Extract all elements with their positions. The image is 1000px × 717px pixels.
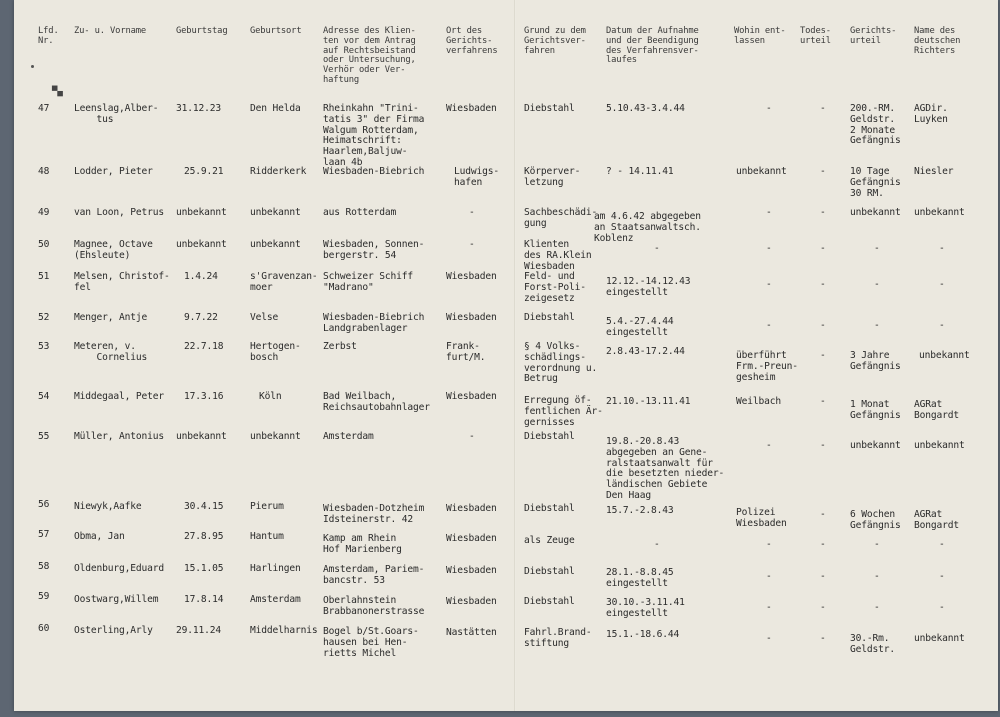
cell-geburtsort: unbekannt [250, 239, 301, 250]
cell-todes: - [820, 350, 826, 361]
cell-geburtsort: Pierum [250, 501, 284, 512]
cell-grund: Erregung öf- fentlichen Är- gernisses [524, 395, 603, 428]
cell-todes: - [820, 279, 826, 290]
cell-datum: 15.1.-18.6.44 [606, 629, 680, 640]
cell-wohin: Weilbach [736, 396, 782, 407]
cell-ort: Wiesbaden [446, 103, 497, 114]
cell-urteil: - [874, 602, 880, 613]
cell-richter: AGRat Bongardt [914, 509, 960, 531]
cell-ort: Frank- furt/M. [446, 341, 486, 363]
cell-ort: Wiesbaden [446, 533, 497, 544]
cell-richter: unbekannt [914, 633, 965, 644]
cell-todes: - [820, 440, 826, 451]
cell-nr: 51 [38, 271, 50, 282]
cell-richter: - [939, 279, 945, 290]
cell-urteil: - [874, 243, 880, 254]
cell-ort: - [469, 207, 475, 218]
cell-nr: 56 [38, 499, 50, 510]
cell-todes: - [820, 539, 826, 550]
cell-geburtstag: unbekannt [176, 431, 227, 442]
cell-adresse: Zerbst [323, 341, 357, 352]
cell-urteil: 6 Wochen Gefängnis [850, 509, 901, 531]
cell-geburtsort: Köln [259, 391, 282, 402]
cell-nr: 57 [38, 529, 50, 540]
cell-urteil: unbekannt [850, 207, 901, 218]
cell-ort: Wiesbaden [446, 391, 497, 402]
cell-adresse: Wiesbaden-Biebrich Landgrabenlager [323, 312, 425, 334]
cell-grund: Diebstahl [524, 566, 575, 577]
cell-nr: 60 [38, 623, 50, 634]
header-wohin: Wohin ent- lassen [734, 26, 786, 46]
header-ort-verfahren: Ort des Gerichts- verfahrens [446, 26, 498, 56]
cell-adresse: aus Rotterdam [323, 207, 397, 218]
document-page [14, 0, 998, 711]
cell-name: Meteren, v. Cornelius [74, 341, 148, 363]
cell-ort: Ludwigs- hafen [454, 166, 500, 188]
cell-geburtstag: unbekannt [176, 207, 227, 218]
cell-grund: Klienten des RA.Klein Wiesbaden [524, 239, 592, 272]
cell-wohin: - [766, 243, 772, 254]
cell-geburtstag: unbekannt [176, 239, 227, 250]
cell-geburtsort: Velse [250, 312, 279, 323]
cell-name: Leenslag,Alber- tus [74, 103, 159, 125]
cell-wohin: - [766, 539, 772, 550]
cell-urteil: 10 Tage Gefängnis 30 RM. [850, 166, 901, 199]
cell-nr: 58 [38, 561, 50, 572]
cell-urteil: 1 Monat Gefängnis [850, 399, 901, 421]
cell-urteil: - [874, 320, 880, 331]
cell-ort: Wiesbaden [446, 271, 497, 282]
cell-grund: Sachbeschädi- gung [524, 207, 598, 229]
cell-wohin: - [766, 320, 772, 331]
cell-ort: Nastätten [446, 627, 497, 638]
cell-wohin: - [766, 440, 772, 451]
cell-geburtstag: 29.11.24 [176, 625, 222, 636]
header-adresse: Adresse des Klien- ten vor dem Antrag auf Rechtsbeistand oder Untersuchung, Verhör oder Ver- haftung [323, 26, 416, 85]
cell-adresse: Bogel b/St.Goars- hausen bei Hen- rietts Michel [323, 626, 419, 659]
cell-geburtsort: unbekannt [250, 207, 301, 218]
cell-geburtsort: Harlingen [250, 563, 301, 574]
cell-geburtsort: Ridderkerk [250, 166, 307, 177]
cell-todes: - [820, 396, 826, 407]
cell-todes: - [820, 571, 826, 582]
cell-wohin: überführt Frm.-Preun- gesheim [736, 350, 798, 383]
cell-richter: AGRat Bongardt [914, 399, 960, 421]
cell-geburtstag: 27.8.95 [184, 531, 224, 542]
cell-adresse: Amsterdam [323, 431, 374, 442]
cell-richter: - [939, 243, 945, 254]
page-fold [514, 0, 516, 711]
cell-wohin: unbekannt [736, 166, 787, 177]
cell-geburtstag: 17.3.16 [184, 391, 224, 402]
header-richter: Name des deutschen Richters [914, 26, 961, 56]
cell-ort: Wiesbaden [446, 503, 497, 514]
cell-geburtsort: s'Gravenzan- moer [250, 271, 318, 293]
cell-wohin: - [766, 633, 772, 644]
cell-wohin: - [766, 103, 772, 114]
cell-richter: Niesler [914, 166, 954, 177]
cell-ort: Wiesbaden [446, 312, 497, 323]
cell-datum: 5.4.-27.4.44 eingestellt [606, 316, 674, 338]
cell-todes: - [820, 320, 826, 331]
cell-geburtstag: 17.8.14 [184, 594, 224, 605]
cell-nr: 50 [38, 239, 50, 250]
cell-name: Oostwarg,Willem [74, 594, 159, 605]
header-nr: Lfd. Nr. [38, 26, 59, 46]
cell-name: Oldenburg,Eduard [74, 563, 165, 574]
cell-todes: - [820, 166, 826, 177]
cell-datum: 2.8.43-17.2.44 [606, 346, 685, 357]
cell-nr: 53 [38, 341, 50, 352]
cell-adresse: Bad Weilbach, Reichsautobahnlager [323, 391, 430, 413]
cell-urteil: - [874, 571, 880, 582]
cell-wohin: Polizei Wiesbaden [736, 507, 787, 529]
cell-grund: Diebstahl [524, 431, 575, 442]
header-grund: Grund zu dem Gerichtsver- fahren [524, 26, 586, 56]
cell-todes: - [820, 103, 826, 114]
cell-name: Melsen, Christof- fel [74, 271, 170, 293]
cell-urteil: 30.-Rm. Geldstr. [850, 633, 896, 655]
cell-grund: als Zeuge [524, 535, 575, 546]
cell-name: Niewyk,Aafke [74, 501, 142, 512]
cell-richter: AGDir. Luyken [914, 103, 948, 125]
cell-geburtstag: 25.9.21 [184, 166, 224, 177]
cell-wohin: - [766, 207, 772, 218]
cell-adresse: Schweizer Schiff "Madrano" [323, 271, 414, 293]
cell-todes: - [820, 207, 826, 218]
cell-urteil: 3 Jahre Gefängnis [850, 350, 901, 372]
cell-name: Magnee, Octave (Ehsleute) [74, 239, 153, 261]
cell-grund: Diebstahl [524, 103, 575, 114]
cell-grund: Diebstahl [524, 503, 575, 514]
cell-nr: 49 [38, 207, 50, 218]
cell-ort: - [469, 431, 475, 442]
cell-grund: § 4 Volks- schädlings- verordnung u. Betrug [524, 341, 598, 385]
header-geburtstag: Geburtstag [176, 26, 228, 36]
cell-richter: unbekannt [914, 440, 965, 451]
header-todesurteil: Todes- urteil [800, 26, 831, 46]
cell-ort: Wiesbaden [446, 565, 497, 576]
cell-wohin: - [766, 279, 772, 290]
cell-datum: am 4.6.42 abgegeben an Staatsanwaltsch. Koblenz [594, 211, 701, 244]
cell-datum: 15.7.-2.8.43 [606, 505, 674, 516]
cell-name: Müller, Antonius [74, 431, 165, 442]
cell-richter: - [939, 320, 945, 331]
cell-urteil: - [874, 279, 880, 290]
cell-datum: - [654, 539, 660, 550]
cell-wohin: - [766, 571, 772, 582]
cell-nr: 55 [38, 431, 50, 442]
cell-geburtsort: unbekannt [250, 431, 301, 442]
cell-name: Menger, Antje [74, 312, 148, 323]
cell-adresse: Wiesbaden-Dotzheim Idsteinerstr. 42 [323, 503, 425, 525]
header-name: Zu- u. Vorname [74, 26, 147, 36]
cell-nr: 59 [38, 591, 50, 602]
cell-datum: ? - 14.11.41 [606, 166, 674, 177]
cell-adresse: Wiesbaden, Sonnen- bergerstr. 54 [323, 239, 425, 261]
cell-datum: 12.12.-14.12.43 eingestellt [606, 276, 691, 298]
cell-richter: unbekannt [919, 350, 970, 361]
cell-name: van Loon, Petrus [74, 207, 165, 218]
cell-datum: 19.8.-20.8.43 abgegeben an Gene- ralstaatsanwalt für die besetzten nieder- ländischen Gebiete Den Haag [606, 436, 725, 501]
cell-name: Middegaal, Peter [74, 391, 165, 402]
cell-nr: 54 [38, 391, 50, 402]
cell-ort: Wiesbaden [446, 596, 497, 607]
cell-urteil: unbekannt [850, 440, 901, 451]
cell-geburtstag: 9.7.22 [184, 312, 218, 323]
cell-adresse: Rheinkahn "Trini- tatis 3" der Firma Walgum Rotterdam, Heimatschrift: Haarlem,Baljuw- laan 4b [323, 103, 425, 168]
cell-adresse: Wiesbaden-Biebrich [323, 166, 425, 177]
cell-name: Lodder, Pieter [74, 166, 153, 177]
cell-name: Osterling,Arly [74, 625, 153, 636]
cell-datum: 5.10.43-3.4.44 [606, 103, 685, 114]
cell-geburtstag: 22.7.18 [184, 341, 224, 352]
header-geburtsort: Geburtsort [250, 26, 302, 36]
cell-datum: 28.1.-8.8.45 eingestellt [606, 567, 674, 589]
margin-mark: ▀▄ [52, 87, 63, 97]
cell-grund: Diebstahl [524, 312, 575, 323]
cell-urteil: 200.-RM. Geldstr. 2 Monate Gefängnis [850, 103, 901, 147]
cell-geburtstag: 1.4.24 [184, 271, 218, 282]
cell-richter: - [939, 539, 945, 550]
cell-datum: 21.10.-13.11.41 [606, 396, 691, 407]
cell-geburtstag: 30.4.15 [184, 501, 224, 512]
cell-ort: - [469, 239, 475, 250]
cell-wohin: - [766, 602, 772, 613]
cell-nr: 48 [38, 166, 50, 177]
cell-grund: Feld- und Forst-Poli- zeigesetz [524, 271, 586, 304]
cell-grund: Diebstahl [524, 596, 575, 607]
cell-todes: - [820, 633, 826, 644]
cell-richter: unbekannt [914, 207, 965, 218]
cell-todes: - [820, 243, 826, 254]
cell-datum: 30.10.-3.11.41 eingestellt [606, 597, 685, 619]
cell-geburtstag: 15.1.05 [184, 563, 224, 574]
cell-name: Obma, Jan [74, 531, 125, 542]
cell-grund: Fahrl.Brand- stiftung [524, 627, 592, 649]
cell-geburtsort: Den Helda [250, 103, 301, 114]
cell-richter: - [939, 602, 945, 613]
cell-datum: - [654, 243, 660, 254]
cell-urteil: - [874, 539, 880, 550]
cell-adresse: Oberlahnstein Brabbanonerstrasse [323, 595, 425, 617]
cell-richter: - [939, 571, 945, 582]
cell-adresse: Kamp am Rhein Hof Marienberg [323, 533, 402, 555]
cell-adresse: Amsterdam, Pariem- bancstr. 53 [323, 564, 425, 586]
cell-todes: - [820, 509, 826, 520]
cell-grund: Körperver- letzung [524, 166, 581, 188]
cell-nr: 52 [38, 312, 50, 323]
margin-dot [31, 65, 34, 68]
header-gerichtsurteil: Gerichts- urteil [850, 26, 897, 46]
cell-geburtsort: Hertogen- bosch [250, 341, 301, 363]
cell-geburtsort: Hantum [250, 531, 284, 542]
cell-geburtstag: 31.12.23 [176, 103, 222, 114]
cell-todes: - [820, 602, 826, 613]
header-datum: Datum der Aufnahme und der Beendigung des Verfahrensver- laufes [606, 26, 699, 66]
cell-nr: 47 [38, 103, 50, 114]
cell-geburtsort: Middelharnis [250, 625, 318, 636]
cell-geburtsort: Amsterdam [250, 594, 301, 605]
